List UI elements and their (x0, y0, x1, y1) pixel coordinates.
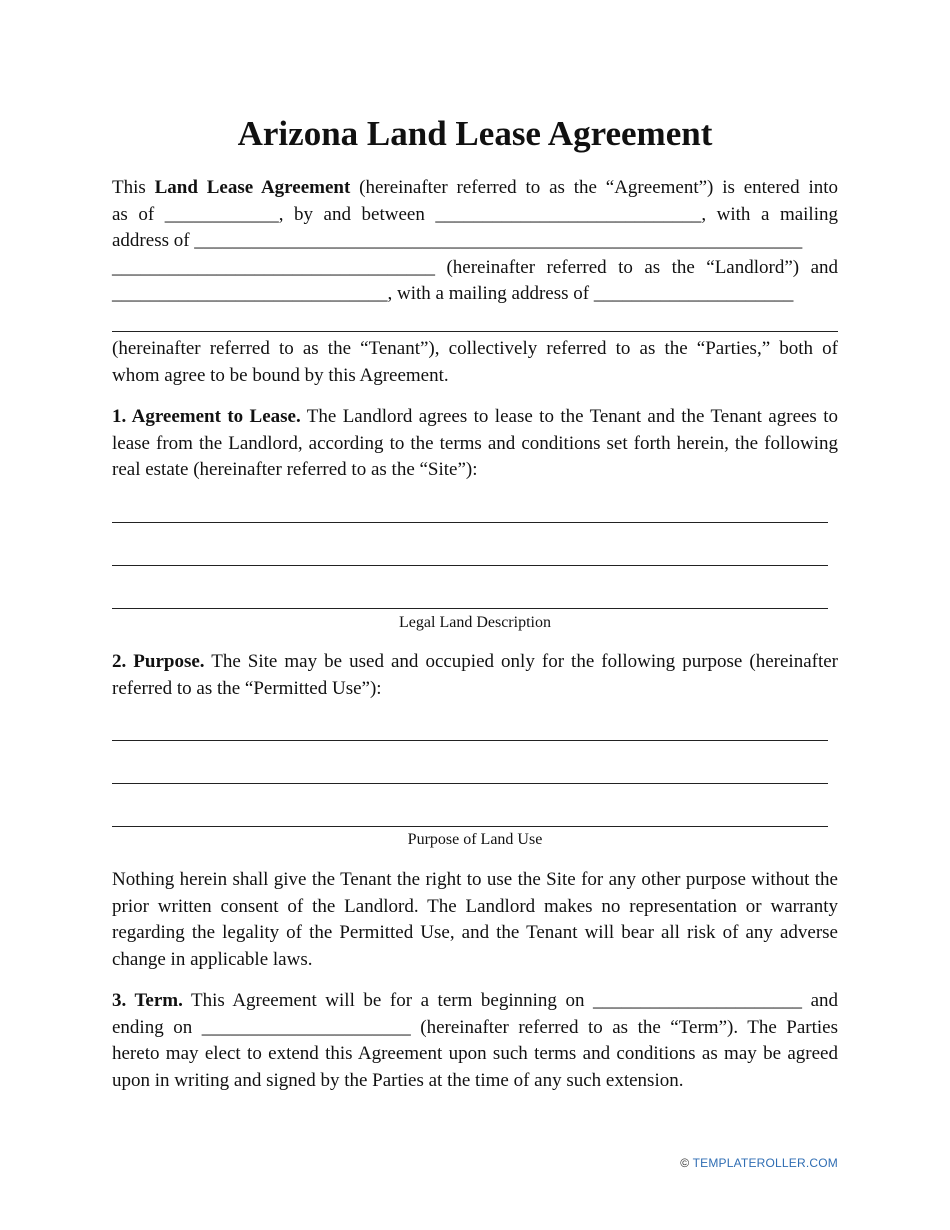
intro-line-3: address of ________________________________________________________________ (112, 230, 803, 251)
document-title: Arizona Land Lease Agreement (237, 114, 713, 153)
section-2-continuation: Nothing herein shall give the Tenant the right to use the Site for any other purpose without the prior written consent of the Landlord. The Landlord makes no representation or warranty regarding the legality of the Permitted Use, and the Tenant will bear all risk of any adverse change in applicable laws. (112, 869, 838, 970)
section-3-heading: 3. Term. (112, 990, 183, 1011)
templateroller-link[interactable]: TEMPLATEROLLER.COM (692, 1156, 838, 1170)
section-2-heading: 2. Purpose. (112, 651, 205, 672)
footer-credit[interactable] (680, 1156, 838, 1170)
section-3-text: This Agreement will be for a term beginning on ______________________ and ending on ______________________ (hereinafter referred to as the “Term”). The Parties hereto may elect to extend this Agreement upon such terms and conditions as may be agreed upon in writing and signed by the Parties at the time of any such extension. (112, 990, 839, 1091)
land-use-caption: Purpose of Land Use (407, 831, 543, 848)
land-description-caption: Legal Land Description (399, 614, 551, 631)
intro-paragraph-end (112, 336, 838, 389)
intro-line-7: (hereinafter referred to as the “Tenant”), collectively referred to as the “Parties,” both of (112, 338, 838, 359)
land-description-line-2 (112, 565, 828, 566)
land-use-line-1 (112, 740, 828, 741)
land-description-line-1 (112, 522, 828, 523)
section-3-term (112, 988, 838, 1094)
land-use-line-3 (112, 826, 828, 827)
intro-line-2: as of ____________, by and between ____________________________, with a mailing (112, 203, 838, 225)
land-description-line-3 (112, 608, 828, 609)
intro-line-5: _____________________________, with a mailing address of _____________________ (112, 283, 794, 304)
land-use-line-2 (112, 783, 828, 784)
section-2-purpose (112, 649, 838, 702)
intro-line-1: This Land Lease Agreement (hereinafter referred to as the “Agreement”) is entered into (112, 177, 838, 198)
intro-line-8: whom agree to be bound by this Agreement. (112, 364, 449, 386)
intro-blank-line (112, 331, 838, 332)
section-1-agreement-to-lease (112, 404, 838, 484)
section-1-heading: 1. Agreement to Lease. (112, 406, 301, 427)
intro-line-4: __________________________________ (hereinafter referred to as the “Landlord”) and (112, 256, 838, 278)
copyright-symbol: © (680, 1156, 690, 1170)
intro-paragraph (112, 175, 838, 308)
section-1-text: The Landlord agrees to lease to the Tenant and the Tenant agrees to lease from the Landlord, according to the terms and conditions set forth herein, the following real estate (hereinafter referred to as the “Site”): (112, 406, 838, 480)
section-2-text: The Site may be used and occupied only for the following purpose (hereinafter referred to as the “Permitted Use”): (112, 651, 839, 699)
